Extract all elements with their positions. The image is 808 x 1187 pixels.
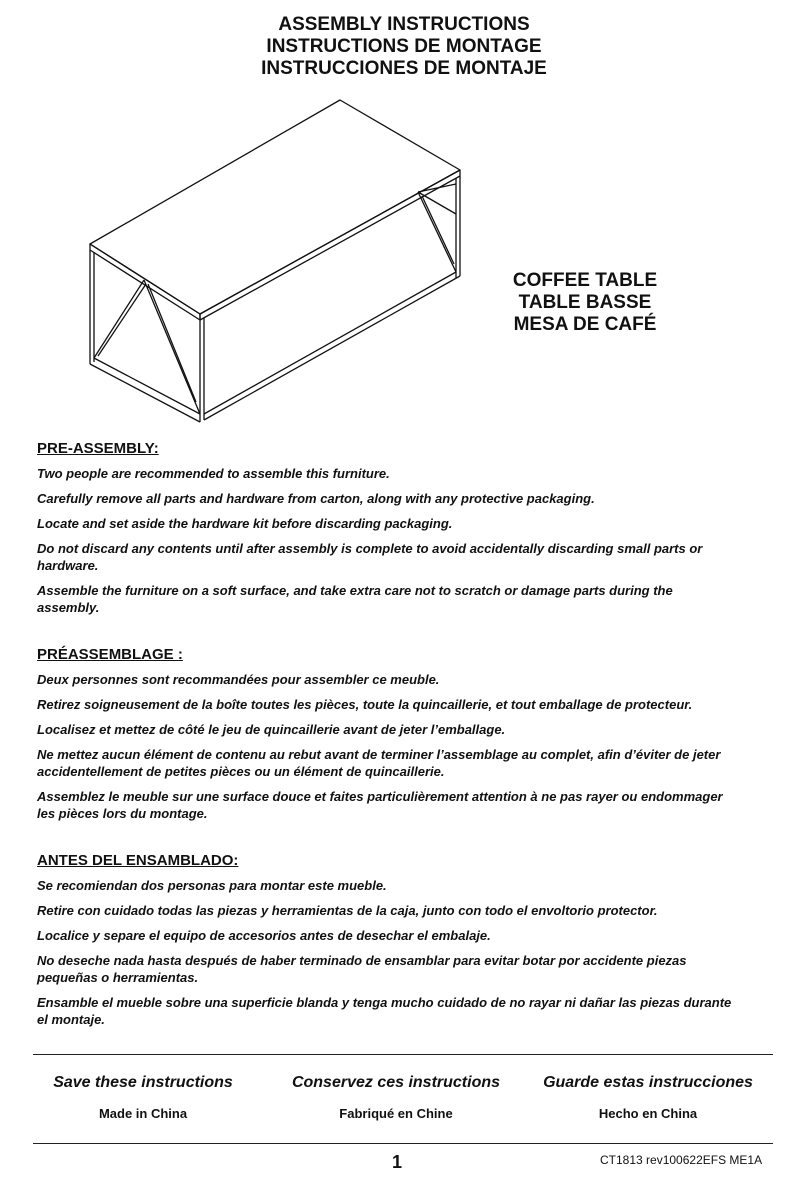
section-heading: ANTES DEL ENSAMBLADO: xyxy=(37,852,239,869)
instruction-item: Assemblez le meuble sur une surface douce et faites particulièrement attention à ne pas rayer ou endommager les pièces lors du montage. xyxy=(37,789,723,821)
instruction-item: No deseche nada hasta después de haber terminado de ensamblar para evitar botar por accidente piezas pequeñas o herramientas. xyxy=(37,953,687,985)
footer-divider-bottom xyxy=(33,1143,773,1144)
title-english: ASSEMBLY INSTRUCTIONS xyxy=(278,14,530,35)
pre-assembly-section-spanish xyxy=(37,852,737,1036)
made-in-english: Made in China xyxy=(98,1106,188,1121)
save-instructions-french: Conservez ces instructions xyxy=(291,1074,501,1091)
pre-assembly-section-french xyxy=(37,646,737,830)
save-instructions-english: Save these instructions xyxy=(53,1074,233,1091)
instruction-item: Deux personnes sont recommandées pour assembler ce meuble. xyxy=(37,672,440,687)
instruction-item: Assemble the furniture on a soft surface, and take extra care not to scratch or damage parts during the assembly. xyxy=(37,583,673,615)
coffee-table-illustration xyxy=(82,94,462,424)
instruction-item: Do not discard any contents until after assembly is complete to avoid accidentally discarding small parts or hardware. xyxy=(37,541,703,573)
title-spanish: INSTRUCCIONES DE MONTAJE xyxy=(261,58,547,79)
document-title-block xyxy=(0,14,808,80)
section-heading: PRE-ASSEMBLY: xyxy=(37,440,159,457)
product-name-french: TABLE BASSE xyxy=(518,292,652,313)
instruction-item: Se recomiendan dos personas para montar este mueble. xyxy=(37,878,387,893)
product-name-spanish: MESA DE CAFÉ xyxy=(513,314,657,335)
document-code: CT1813 rev100622EFS ME1A xyxy=(600,1153,763,1167)
made-in-spanish: Hecho en China xyxy=(598,1106,698,1121)
made-in-french: Fabriqué en Chine xyxy=(339,1106,453,1121)
instruction-item: Localice y separe el equipo de accesorios antes de desechar el embalaje. xyxy=(37,928,491,943)
section-heading: PRÉASSEMBLAGE : xyxy=(37,646,183,663)
instruction-item: Carefully remove all parts and hardware from carton, along with any protective packaging. xyxy=(37,491,595,506)
product-name-english: COFFEE TABLE xyxy=(512,270,658,291)
instruction-item: Ne mettez aucun élément de contenu au rebut avant de terminer l’assemblage au complet, afin d’éviter de jeter accidentellement de petites pièces ou un élément de quincaillerie. xyxy=(37,747,721,779)
instruction-item: Ensamble el mueble sobre una superficie blanda y tenga mucho cuidado de no rayar ni dañar las piezas durante el montaje. xyxy=(37,995,732,1027)
save-instructions-spanish: Guarde estas instrucciones xyxy=(543,1074,753,1091)
instruction-item: Localisez et mettez de côté le jeu de quincaillerie avant de jeter l’emballage. xyxy=(37,722,506,737)
product-name-block xyxy=(470,270,700,336)
title-french: INSTRUCTIONS DE MONTAGE xyxy=(266,36,542,57)
instruction-item: Locate and set aside the hardware kit before discarding packaging. xyxy=(37,516,453,531)
pre-assembly-section-english xyxy=(37,440,737,624)
instruction-item: Retirez soigneusement de la boîte toutes les pièces, toute la quincaillerie, et tout emballage de protecteur. xyxy=(37,697,693,712)
instruction-item: Retire con cuidado todas las piezas y herramientas de la caja, junto con todo el envoltorio protector. xyxy=(37,903,658,918)
page-number: 1 xyxy=(392,1152,403,1172)
instruction-item: Two people are recommended to assemble this furniture. xyxy=(37,466,390,481)
footer-divider-top xyxy=(33,1054,773,1055)
